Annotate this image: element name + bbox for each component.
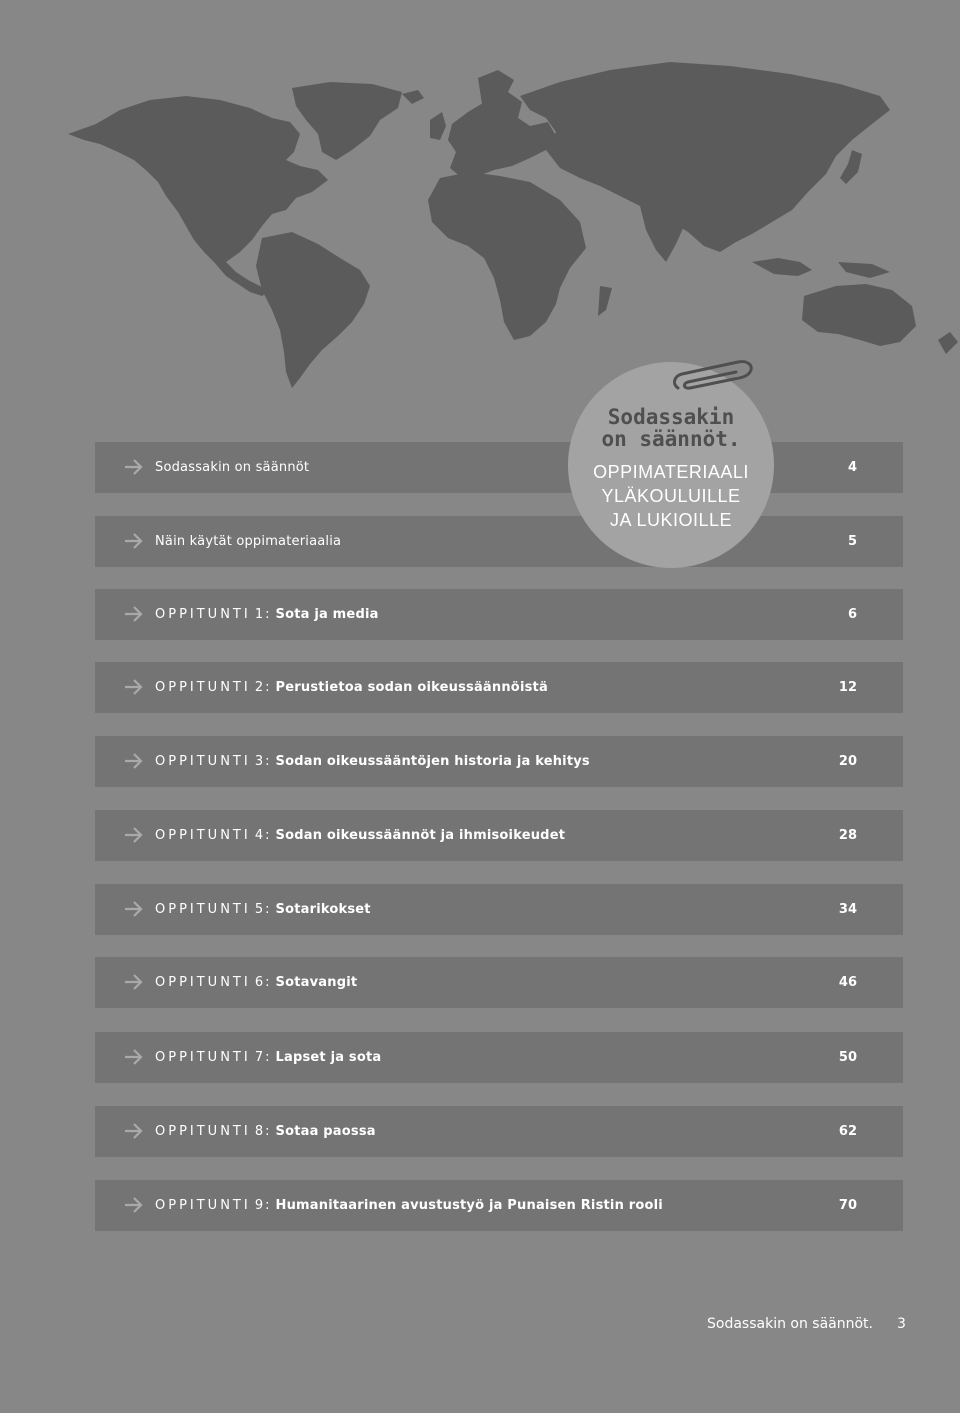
map-se-asia — [752, 258, 812, 276]
lesson-title: Sotaa paossa — [275, 1124, 376, 1139]
page-footer — [707, 1316, 906, 1332]
toc-page-number: 70 — [838, 1198, 857, 1213]
arrow-right-icon — [123, 1048, 145, 1066]
badge-title — [568, 406, 774, 450]
toc-title: Näin käytät oppimateriaalia — [155, 534, 342, 549]
lesson-number: 1 — [254, 607, 266, 622]
toc-row-lesson-9[interactable]: OPPITUNTI 9: Humanitaarinen avustustyö ja Punaisen Ristin rooli 70 — [95, 1180, 903, 1231]
map-japan — [840, 150, 862, 184]
toc-row-lesson-2[interactable]: OPPITUNTI 2: Perustietoa sodan oikeussäännöistä 12 — [95, 662, 903, 713]
toc-row-intro-2[interactable] — [95, 516, 903, 567]
lesson-number: 3 — [254, 754, 266, 769]
toc-title: Sodassakin on säännöt — [155, 460, 310, 475]
toc-page-number: 28 — [838, 828, 857, 843]
map-africa — [428, 172, 586, 340]
toc-page-number: 12 — [838, 680, 857, 695]
map-new-zealand — [938, 332, 958, 354]
arrow-right-icon — [123, 1196, 145, 1214]
arrow-right-icon — [123, 826, 145, 844]
badge-subtitle-line: YLÄKOULUILLE — [601, 486, 741, 506]
arrow-right-icon — [123, 900, 145, 918]
map-greenland — [292, 82, 402, 160]
toc-page-number: 50 — [838, 1050, 857, 1065]
footer-title: Sodassakin on säännöt. — [707, 1316, 873, 1332]
lesson-prefix: OPPITUNTI — [155, 1124, 251, 1139]
toc-row-lesson-1[interactable]: OPPITUNTI 1: Sota ja media 6 — [95, 589, 903, 640]
world-map — [0, 0, 960, 420]
toc-page-number: 34 — [838, 902, 857, 917]
lesson-title: Sotarikokset — [275, 902, 371, 917]
map-australia — [802, 284, 916, 346]
arrow-right-icon — [123, 678, 145, 696]
lesson-title: Lapset ja sota — [275, 1050, 382, 1065]
toc-page-number: 4 — [847, 460, 857, 475]
lesson-number: 8 — [254, 1124, 266, 1139]
lesson-prefix: OPPITUNTI — [155, 828, 251, 843]
arrow-right-icon — [123, 752, 145, 770]
arrow-right-icon — [123, 532, 145, 550]
arrow-right-icon — [123, 1122, 145, 1140]
lesson-number: 4 — [254, 828, 266, 843]
lesson-title: Humanitaarinen avustustyö ja Punaisen Ristin rooli — [275, 1198, 663, 1213]
badge-subtitle — [568, 460, 774, 532]
lesson-number: 2 — [254, 680, 266, 695]
lesson-prefix: OPPITUNTI — [155, 680, 251, 695]
arrow-right-icon — [123, 605, 145, 623]
lesson-prefix: OPPITUNTI — [155, 754, 251, 769]
lesson-number: 6 — [254, 975, 266, 990]
lesson-prefix: OPPITUNTI — [155, 607, 251, 622]
lesson-title: Sota ja media — [275, 607, 379, 622]
lesson-prefix: OPPITUNTI — [155, 902, 251, 917]
toc-page-number: 46 — [838, 975, 857, 990]
map-iceland — [402, 90, 424, 104]
material-badge — [568, 362, 774, 568]
toc-page-number: 6 — [847, 607, 857, 622]
arrow-right-icon — [123, 458, 145, 476]
toc-row-intro-1[interactable] — [95, 442, 903, 493]
lesson-prefix: OPPITUNTI — [155, 1050, 251, 1065]
toc-page-number: 62 — [838, 1124, 857, 1139]
toc-row-lesson-7[interactable]: OPPITUNTI 7: Lapset ja sota 50 — [95, 1032, 903, 1083]
lesson-prefix: OPPITUNTI — [155, 975, 251, 990]
toc-row-lesson-4[interactable]: OPPITUNTI 4: Sodan oikeussäännöt ja ihmisoikeudet 28 — [95, 810, 903, 861]
badge-title-line: Sodassakin — [607, 405, 735, 429]
map-british-isles — [430, 112, 446, 140]
lesson-prefix: OPPITUNTI — [155, 1198, 251, 1213]
toc-row-lesson-8[interactable]: OPPITUNTI 8: Sotaa paossa 62 — [95, 1106, 903, 1157]
lesson-title: Sodan oikeussäännöt ja ihmisoikeudet — [275, 828, 566, 843]
lesson-title: Sotavangit — [275, 975, 358, 990]
footer-page-number: 3 — [897, 1316, 906, 1332]
toc-page-number: 20 — [838, 754, 857, 769]
badge-subtitle-line: OPPIMATERIAALI — [593, 462, 749, 482]
toc-page-number: 5 — [847, 534, 857, 549]
badge-subtitle-line: JA LUKIOILLE — [609, 510, 733, 530]
toc-row-lesson-5[interactable]: OPPITUNTI 5: Sotarikokset 34 — [95, 884, 903, 935]
map-madagascar — [598, 286, 612, 316]
lesson-number: 7 — [254, 1050, 266, 1065]
paperclip-icon — [668, 358, 758, 398]
lesson-title: Sodan oikeussääntöjen historia ja kehitys — [275, 754, 590, 769]
lesson-title: Perustietoa sodan oikeussäännöistä — [275, 680, 548, 695]
map-south-america — [256, 232, 370, 388]
badge-title-line: on säännöt. — [601, 427, 741, 451]
arrow-right-icon — [123, 973, 145, 991]
map-new-guinea — [838, 262, 890, 278]
toc-row-lesson-6[interactable]: OPPITUNTI 6: Sotavangit 46 — [95, 957, 903, 1008]
toc-row-lesson-3[interactable]: OPPITUNTI 3: Sodan oikeussääntöjen historia ja kehitys 20 — [95, 736, 903, 787]
lesson-number: 9 — [254, 1198, 266, 1213]
lesson-number: 5 — [254, 902, 266, 917]
